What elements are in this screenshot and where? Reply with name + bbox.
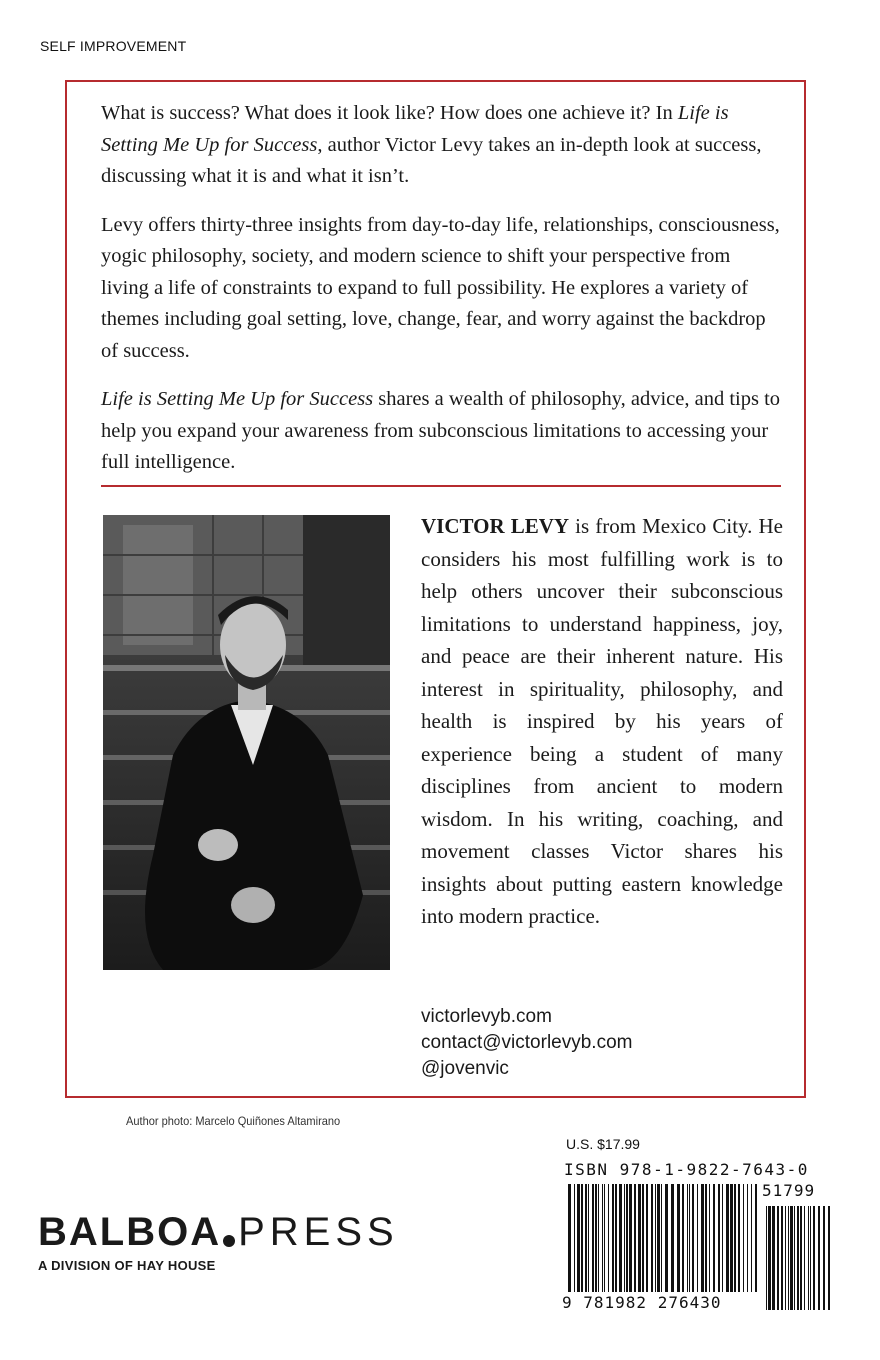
price-label: U.S. $17.99 (566, 1136, 640, 1152)
barcode-bar (755, 1184, 757, 1292)
author-website: victorlevyb.com (421, 1006, 552, 1027)
barcode-bar (592, 1184, 594, 1292)
barcode-bar (661, 1184, 662, 1292)
photo-credit: Author photo: Marcelo Quiñones Altamirano (126, 1114, 341, 1128)
isbn-label: ISBN 978-1-9822-7643-0 (564, 1160, 809, 1179)
barcode-bar (751, 1184, 752, 1292)
barcode-bar (642, 1184, 644, 1292)
author-photo (103, 515, 390, 970)
barcode-bar (626, 1184, 628, 1292)
barcode-bar (598, 1184, 599, 1292)
barcode-bar (595, 1184, 597, 1292)
barcode-bar (777, 1206, 779, 1310)
barcode-bar (634, 1184, 636, 1292)
barcode-bar (768, 1206, 771, 1310)
barcode-bar (747, 1184, 748, 1292)
barcode-bar (804, 1206, 805, 1310)
barcode-bar (692, 1184, 694, 1292)
author-social-handle: @jovenvic (421, 1058, 509, 1079)
barcode-bar (585, 1184, 587, 1292)
barcode-bar (722, 1184, 723, 1292)
blurb-paragraph-2: Levy offers thirty-three insights from day-to-day life, relationships, consciousness, yogic philosophy, society, and modern science to shift your perspective from living a life of constraints to expand to full possibility. He explores a variety of themes including goal setting, love, change, fear, and worry against the backdrop of success. (101, 213, 780, 362)
barcode-bar (568, 1184, 571, 1292)
barcode-bar (651, 1184, 653, 1292)
barcode-bar (781, 1206, 783, 1310)
barcode-bar (810, 1206, 811, 1310)
publisher-name-bold: BALBOA (38, 1210, 222, 1254)
barcode-bar (790, 1206, 793, 1310)
barcode-bar (743, 1184, 744, 1292)
barcode-bar (677, 1184, 680, 1292)
publisher-dot-icon (223, 1235, 235, 1247)
publisher-wordmark (38, 1210, 399, 1254)
barcode-bar (671, 1184, 674, 1292)
barcode-bar (785, 1206, 786, 1310)
barcode-bar (624, 1184, 625, 1292)
divider-rule (101, 485, 781, 487)
barcode-addon-number: 51799 (762, 1181, 816, 1200)
barcode-bar (588, 1184, 589, 1292)
barcode-bar (615, 1184, 617, 1292)
barcode-bar (604, 1184, 605, 1292)
barcode-bar (577, 1184, 580, 1292)
barcode-bar (808, 1206, 809, 1310)
barcode-bar (697, 1184, 698, 1292)
blurb-paragraph-1 (101, 98, 781, 193)
barcode-bar (800, 1206, 802, 1310)
barcode-bar (813, 1206, 815, 1310)
barcode-bar (682, 1184, 684, 1292)
barcode-bar (718, 1184, 720, 1292)
barcode-bar (655, 1184, 656, 1292)
isbn-barcode (562, 1184, 832, 1312)
author-contacts (421, 1004, 632, 1082)
barcode-bar (612, 1184, 614, 1292)
barcode-bar (766, 1206, 767, 1310)
barcode-bar (689, 1184, 690, 1292)
barcode-bar (687, 1184, 688, 1292)
barcode-bar (823, 1206, 825, 1310)
barcode-bar (638, 1184, 641, 1292)
barcode-bar (709, 1184, 710, 1292)
barcode-bar (794, 1206, 795, 1310)
blurb-p1-text-a: What is success? What does it look like? How does one achieve it? In (101, 102, 678, 124)
author-bio-text: is from Mexico City. He considers his most fulfilling work is to help others uncover their subconscious limitations to understand happiness, joy, and peace are their inherent nature. His interest in spirituality, philosophy, and health is inspired by his years of experience being a student of many disciplines from ancient to modern wisdom. In his writing, coaching, and movement classes Victor shares his insights about putting eastern knowledge into modern practice. (421, 514, 783, 928)
barcode-bar (738, 1184, 740, 1292)
barcode-bar (608, 1184, 609, 1292)
author-bio (421, 510, 783, 933)
barcode-bar (701, 1184, 704, 1292)
publisher-name-light: PRESS (238, 1210, 399, 1254)
barcode-bar (734, 1184, 736, 1292)
barcode-bar (646, 1184, 648, 1292)
blurb-paragraph-3 (101, 384, 781, 479)
barcode-bar (581, 1184, 583, 1292)
barcode-bar (726, 1184, 729, 1292)
barcode-bar (657, 1184, 660, 1292)
barcode-bar (619, 1184, 622, 1292)
barcode-bar (788, 1206, 789, 1310)
barcode-bar (730, 1184, 733, 1292)
publisher-logo (38, 1210, 399, 1273)
barcode-bar (797, 1206, 799, 1310)
barcode-bar (629, 1184, 632, 1292)
author-email: contact@victorlevyb.com (421, 1032, 633, 1053)
barcode-bar (705, 1184, 707, 1292)
barcode-bar (602, 1184, 603, 1292)
blurb-p1-text-b: , author Victor Levy takes an in-depth look at success, discussing what it is and what it isn’t. (101, 133, 762, 187)
book-blurb (101, 98, 781, 496)
publisher-division: A DIVISION OF HAY HOUSE (38, 1258, 216, 1273)
barcode-bar (828, 1206, 830, 1310)
barcode-bar (574, 1184, 575, 1292)
barcode-number: 9 781982 276430 (562, 1293, 722, 1312)
barcode-bar (713, 1184, 715, 1292)
category-label: SELF IMPROVEMENT (40, 38, 187, 54)
author-name: VICTOR LEVY (421, 514, 570, 538)
blurb-p3-text: shares a wealth of philosophy, advice, and tips to help you expand your awareness from subconscious limitations to accessing your full intelligence. (101, 388, 781, 473)
barcode-bar (818, 1206, 820, 1310)
blurb-p1-book-title: Life is Setting Me Up for Success (101, 102, 729, 156)
barcode-bar (772, 1206, 775, 1310)
barcode-bar (665, 1184, 668, 1292)
blurb-p3-book-title: Life is Setting Me Up for Success (101, 388, 374, 410)
